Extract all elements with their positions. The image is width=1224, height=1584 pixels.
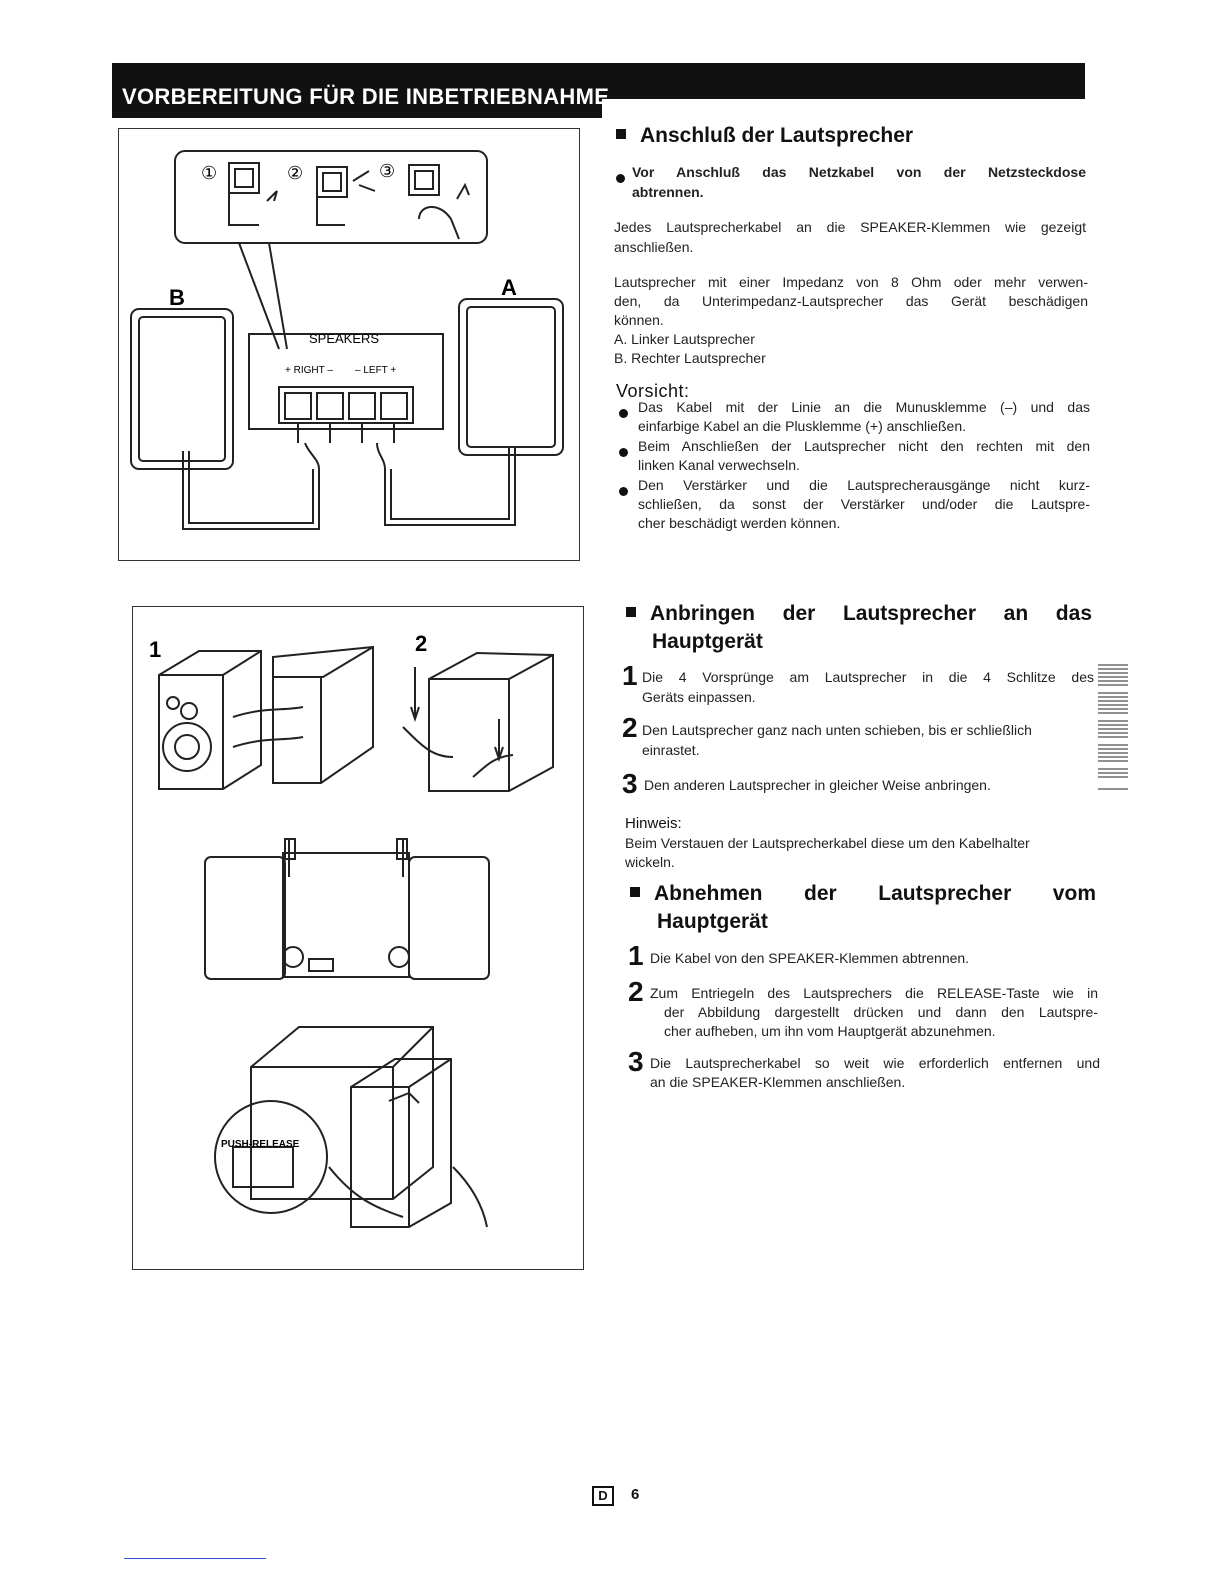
heading-bullet-square xyxy=(630,887,640,897)
text-line: Geräts einpassen. xyxy=(642,689,756,705)
text-line: Lautsprecher mit einer Impedanz von 8 Ohm oder mehr verwen- xyxy=(614,274,1088,290)
bullet-dot xyxy=(619,487,628,496)
speakers-label: SPEAKERS xyxy=(309,331,380,346)
text-line: Zum Entriegeln des Lautsprechers die RELEASE-Taste wie in xyxy=(650,985,1098,1001)
step-number: 1 xyxy=(628,940,644,971)
section-heading-connection: Anschluß der Lautsprecher xyxy=(616,122,913,149)
speaker-b-label: B xyxy=(169,285,185,310)
text-line: Beim Anschließen der Lautsprecher nicht den rechten mit den xyxy=(638,438,1090,454)
text-line: schließen, da sonst der Verstärker und/oder die Lautspre- xyxy=(638,496,1090,512)
bullet-dot xyxy=(616,174,625,183)
step-number: 3 xyxy=(628,1046,644,1077)
bullet-dot xyxy=(619,448,628,457)
text-line: Die Kabel von den SPEAKER-Klemmen abtrennen. xyxy=(650,950,970,966)
speaker-connection-illustration xyxy=(119,129,581,562)
bottom-rule xyxy=(124,1558,266,1559)
figure-step-2-label: 2 xyxy=(415,631,428,656)
text-line: können. xyxy=(614,312,664,328)
section-heading-removing: Abnehmen der Lautsprecher vom xyxy=(630,880,1096,907)
step-number: 2 xyxy=(628,976,644,1007)
step-number: 3 xyxy=(622,768,638,799)
text-line: Die 4 Vorsprünge am Lautsprecher in die 4 Schlitze des xyxy=(642,669,1094,685)
text-line: Jedes Lautsprecherkabel an die SPEAKER-Klemmen wie gezeigt xyxy=(614,219,1086,235)
speaker-mounting-figure xyxy=(132,606,584,1270)
section-heading-mounting: Anbringen der Lautsprecher an das xyxy=(626,600,1092,627)
text-line: Die Lautsprecherkabel so weit wie erforderlich entfernen und xyxy=(650,1055,1100,1071)
heading-bullet-square xyxy=(616,129,626,139)
speaker-connection-figure xyxy=(118,128,580,561)
text-line: abtrennen. xyxy=(632,184,704,200)
left-terminal-label: – LEFT + xyxy=(355,365,397,376)
text-line: anschließen. xyxy=(614,239,694,255)
text-line: B. Rechter Lautsprecher xyxy=(614,350,766,366)
scan-registration-bars xyxy=(1098,663,1128,791)
text-line: Das Kabel mit der Linie an die Munusklemme (–) und das xyxy=(638,399,1090,415)
heading-bullet-square xyxy=(626,607,636,617)
hint-heading: Hinweis: xyxy=(625,815,682,832)
step-number: 1 xyxy=(622,660,638,691)
section-heading-removing-line2: Hauptgerät xyxy=(657,910,768,933)
text-line: einrastet. xyxy=(642,742,700,758)
language-mark: D xyxy=(592,1486,614,1506)
page-title: VORBEREITUNG FÜR DIE INBETRIEBNAHME xyxy=(122,84,610,109)
text-line: Vor Anschluß das Netzkabel von der Netzsteckdose xyxy=(632,164,1086,180)
speaker-mounting-illustration xyxy=(133,607,585,1271)
text-line: A. Linker Lautsprecher xyxy=(614,331,755,347)
section-heading-mounting-line2: Hauptgerät xyxy=(652,630,763,653)
text-line: Den anderen Lautsprecher in gleicher Weise anbringen. xyxy=(644,777,991,793)
text-line: cher beschädigt werden können. xyxy=(638,515,841,531)
bullet-dot xyxy=(619,409,628,418)
step-1-marker: ① xyxy=(201,163,218,184)
text-line: Den Verstärker und die Lautsprecherausgänge nicht kurz- xyxy=(638,477,1090,493)
page-number: 6 xyxy=(631,1486,640,1503)
text-line: der Abbildung dargestellt drücken und dann den Lautspre- xyxy=(664,1004,1098,1020)
push-release-label: PUSH-RELEASE xyxy=(221,1139,300,1150)
step-2-marker: ② xyxy=(287,163,304,184)
step-number: 2 xyxy=(622,712,638,743)
right-terminal-label: + RIGHT – xyxy=(285,365,333,376)
text-line: Den Lautsprecher ganz nach unten schieben, bis er schließlich xyxy=(642,722,1032,738)
text-line: cher aufheben, um ihn vom Hauptgerät abzunehmen. xyxy=(664,1023,996,1039)
step-3-marker: ③ xyxy=(379,161,396,182)
speaker-a-label: A xyxy=(501,275,517,300)
text-line: wickeln. xyxy=(625,854,675,870)
text-line: Beim Verstauen der Lautsprecherkabel diese um den Kabelhalter xyxy=(625,835,1030,851)
text-line: einfarbige Kabel an die Plusklemme (+) anschließen. xyxy=(638,418,967,434)
text-line: an die SPEAKER-Klemmen anschließen. xyxy=(650,1074,906,1090)
caution-heading: Vorsicht: xyxy=(616,381,690,401)
figure-step-1-label: 1 xyxy=(149,637,162,662)
text-line: den, da Unterimpedanz-Lautsprecher das Gerät beschädigen xyxy=(614,293,1088,309)
text-line: linken Kanal verwechseln. xyxy=(638,457,800,473)
